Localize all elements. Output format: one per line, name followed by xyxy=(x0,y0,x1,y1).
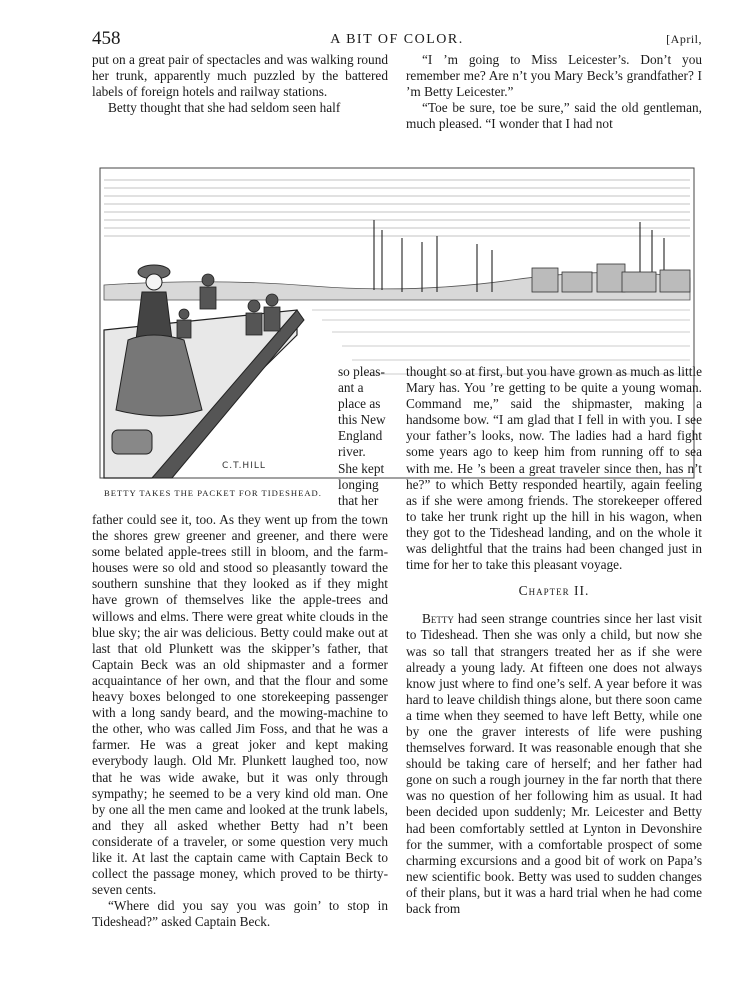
paragraph xyxy=(406,611,702,917)
paragraph: father could see it, too. As they went up from the town the shores grew greener and greener, and there were some belated apple-trees still in bloom, and the farm-houses were so old and stood so pleasantly toward the southern sunshine that they looked as if they might have grown of themselves like the apple-trees and willows and elms. There were great white clouds in the blue sky; the air was delicious. Betty could make out at last that old Plunkett was the skipper’s father, that Captain Beck was an old shipmaster and a former acquaintance of her own, and that the flour and some heavy boxes belonged to one storekeeping passenger with a long sandy beard, and the mowing-machine to the other, who was called Jim Foss, and that he was a farmer. He was a great joker and kept making everybody laugh. Old Mr. Plunkett laughed too, now that he was wide awake, but it was only through sympathy; he seemed to be a very kind old man. One by one all the men came and looked at the trunk labels, and they all asked whether Betty had n’t been considerate of a traveler, or some question very much like it. At last the captain came with Captain Beck to collect the passage money, which proved to be thirty-seven cents. xyxy=(92,512,388,898)
text-line: that her xyxy=(338,492,379,508)
artist-signature: C.T.HILL xyxy=(222,461,266,471)
left-column-wrap-text xyxy=(338,364,388,509)
paragraph-lead: Betty xyxy=(422,611,454,627)
paragraph: “I ’m going to Miss Leicester’s. Don’t you remember me? Are n’t you Mary Beck’s grandfather? I ’m Betty Leicester.” xyxy=(406,52,702,100)
text-line: so pleas- xyxy=(338,364,385,379)
left-column-top xyxy=(92,52,388,116)
text-line: England xyxy=(338,428,383,444)
text-line: ant a xyxy=(338,380,364,396)
text-line: She kept xyxy=(338,460,385,476)
valise xyxy=(112,430,152,454)
chapter-heading: Chapter II. xyxy=(518,583,590,599)
right-column-top xyxy=(406,52,702,132)
text-line: place as xyxy=(338,396,381,412)
paragraph: thought so at first, but you have grown as much as little Mary has. You ’re getting to be quite a young woman. Command me,” said the shipmaster, making a handsome bow. “I am glad that I fell in with you. I see your father’s looks, now. The ladies had a hard fight some years ago to keep him from running off to sea with me. He ’s been a great traveler since then, has n’t he?” to which Betty responded heartily, again feeling as if she were among friends. The storekeeper offered to take her trunk right up the hill in his wagon, when they got to the Tideshead landing, and on the whole it was delightful that the trains had been changed just in time for her to take this pleasant voyage. xyxy=(406,364,702,573)
paragraph: put on a great pair of spectacles and was walking round her trunk, apparently much puzzled by the battered labels of foreign hotels and railway stations. xyxy=(92,52,388,100)
running-month: [April, xyxy=(666,32,702,46)
illustration-caption: BETTY TAKES THE PACKET FOR TIDESHEAD. xyxy=(104,488,322,498)
page-number: 458 xyxy=(92,28,121,49)
left-column-main xyxy=(92,512,388,930)
text-line: this New xyxy=(338,412,386,428)
right-column-main xyxy=(406,364,702,917)
running-header xyxy=(92,28,702,52)
paragraph: “Where did you say you was goin’ to stop in Tideshead?” asked Captain Beck. xyxy=(92,898,388,930)
paragraph: “Toe be sure, toe be sure,” said the old gentleman, much pleased. “I wonder that I had not xyxy=(406,100,702,132)
text-line: longing xyxy=(338,476,379,492)
running-title: A BIT OF COLOR. xyxy=(330,32,464,47)
text-line: river. xyxy=(338,444,366,460)
paragraph-body: had seen strange countries since her last visit to Tideshead. Then she was only a child, but now she was so tall that strangers treated her as if she were already a young lady. At fifteen one does not always know just where to find one’s self. A year before it was hard to leave childish things alone, but there soon came a time when they seemed to have left Betty, while one by one the graver interests of life were pushing themselves forward. It was reasonable enough that she should be taking care of herself; and her father had gone on such a rough journey in the far north that there was no question of her following him as usual. It had been decided upon suddenly; Mr. Leicester and Betty had been comfortably settled at Lynton in Devonshire for the summer, with a comfortable prospect of some charming excursions and a good bit of work on Papa’s new scientific book. Betty was used to sudden changes of their plans, but it was a hard trial when he had come back from xyxy=(406,611,702,916)
paragraph: Betty thought that she had seldom seen half xyxy=(108,100,341,116)
